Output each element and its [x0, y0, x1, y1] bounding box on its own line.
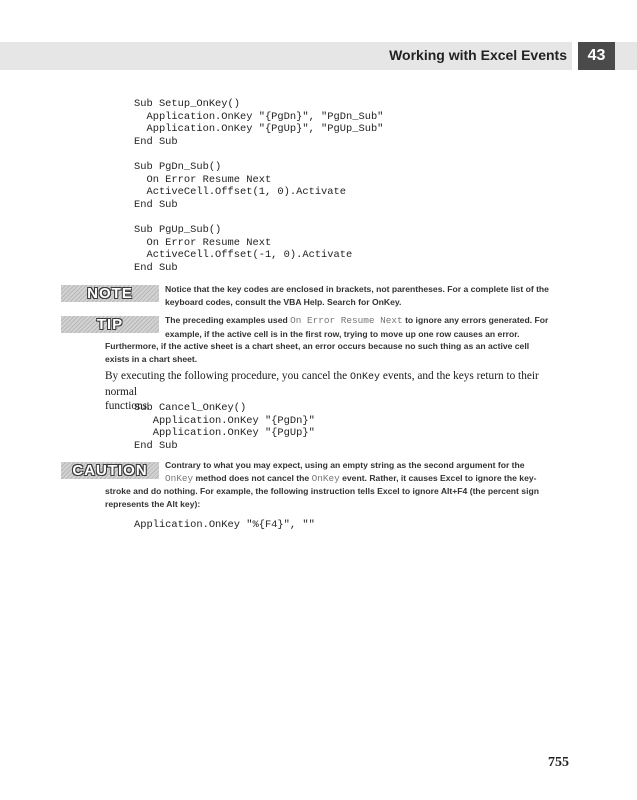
note-text [105, 283, 570, 308]
caution-line-3: stroke and do nothing. For example, the following instruction tells Excel to ignore Alt+F4 (the percent sign [105, 486, 539, 497]
code1-line: ActiveCell.Offset(1, 0).Activate [134, 186, 347, 199]
code-block-ignore-altf4: Application.OnKey "%{F4}", "" [134, 519, 315, 531]
tip-text-before: The preceding examples used [165, 315, 288, 325]
note-line-2: keyboard codes, consult the VBA Help. Search for OnKey. [165, 296, 402, 307]
note-line-1: Notice that the key codes are enclosed in brackets, not parentheses. For a complete list of the [165, 284, 549, 294]
caution-tail-2: event. Rather, it causes Excel to ignore the key- [342, 472, 537, 483]
code1-line: Sub PgUp_Sub() [134, 223, 222, 236]
chapter-number-badge: 43 [578, 42, 615, 70]
tip-inline-code: On Error Resume Next [290, 315, 403, 326]
note-label-graphic: NOTE [61, 285, 159, 302]
tip-line-4: exists in a chart sheet. [105, 353, 198, 364]
caution-label-graphic: CAUTION [61, 462, 159, 479]
page-number: 755 [548, 755, 569, 770]
code1-line: On Error Resume Next [134, 236, 272, 249]
tip-text-after: to ignore any errors generated. For [405, 315, 549, 325]
code1-line: End Sub [134, 135, 178, 148]
body-line-2: functions. [105, 400, 150, 412]
code1-line: Application.OnKey "{PgDn}", "PgDn_Sub" [134, 110, 384, 123]
body-text-after: events, and the keys return to their normal [105, 370, 539, 398]
code1-line: Sub Setup_OnKey() [134, 98, 241, 110]
code1-line: ActiveCell.Offset(-1, 0).Activate [134, 249, 353, 262]
code1-line: End Sub [134, 261, 178, 274]
caution-text [105, 459, 570, 510]
tip-text [105, 314, 570, 365]
code1-line: On Error Resume Next [134, 173, 272, 186]
code-block-onkey-setup [134, 98, 383, 274]
caution-line-4: represents the Alt key): [105, 498, 201, 509]
caution-inline-code-2: OnKey [311, 472, 340, 484]
code2-line: Sub Cancel_OnKey() [134, 402, 247, 414]
body-text-before: By executing the following procedure, you cancel the [105, 370, 348, 382]
running-header-title: Working with Excel Events [389, 47, 567, 63]
code2-line: End Sub [134, 439, 178, 452]
code2-line: Application.OnKey "{PgDn}" [134, 414, 315, 427]
caution-line-1: Contrary to what you may expect, using an empty string as the second argument for the [165, 460, 525, 470]
code2-line: Application.OnKey "{PgUp}" [134, 427, 315, 440]
tip-line-3: Furthermore, if the active sheet is a chart sheet, an error occurs because no such thing as an active cell [105, 341, 530, 352]
body-inline-code: OnKey [350, 372, 381, 383]
tip-line-2: example, if the active cell is in the first row, trying to move up one row causes an error. [165, 328, 520, 339]
caution-inline-code-1: OnKey [165, 472, 194, 484]
code1-line: Application.OnKey "{PgUp}", "PgUp_Sub" [134, 123, 384, 136]
code1-line: End Sub [134, 198, 178, 211]
tip-label-graphic: TIP [61, 316, 159, 333]
code1-line: Sub PgDn_Sub() [134, 160, 222, 173]
caution-mid-1: method does not cancel the [195, 472, 310, 483]
code-block-cancel-onkey [134, 402, 315, 452]
